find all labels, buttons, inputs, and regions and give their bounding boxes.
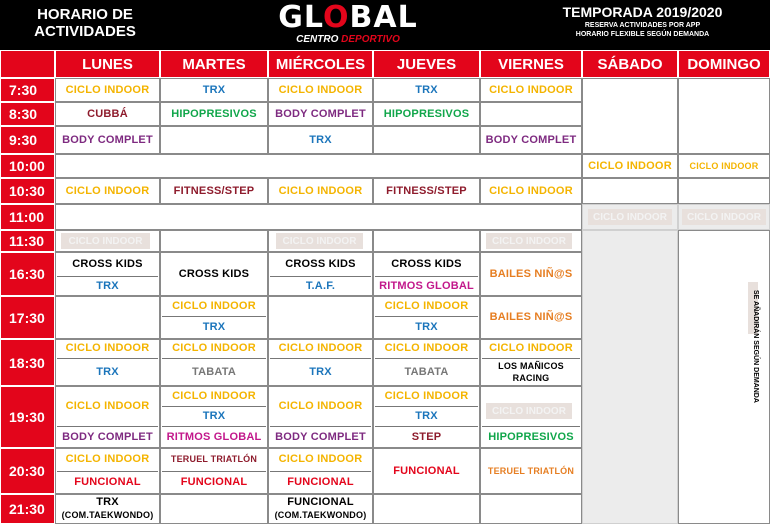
activity-bailes-ninos: BAILES NIÑ@S <box>489 311 573 323</box>
activity-body-complet: BODY COMPLET <box>275 430 366 443</box>
schedule-cell <box>678 178 770 204</box>
global-logo <box>268 2 428 45</box>
season-label: TEMPORADA 2019/2020 <box>562 4 723 20</box>
activity-hipopresivos: HIPOPRESIVOS <box>383 107 470 120</box>
time-slot-12: 20:30 <box>0 448 55 494</box>
logo-text-post: BAL <box>349 0 418 35</box>
activity-body-complet: BODY COMPLET <box>275 107 366 120</box>
schedule-cell <box>582 230 678 524</box>
activity-ciclo-indoor: CICLO INDOOR <box>65 342 150 354</box>
schedule-cell <box>373 494 480 524</box>
activity-ciclo-indoor-faded: CICLO INDOOR <box>588 209 672 225</box>
activity-cross-kids: CROSS KIDS <box>391 257 462 270</box>
logo-text-pre: GL <box>278 0 323 35</box>
activity-funcional: FUNCIONAL <box>287 476 354 488</box>
time-slot-10: 18:30 <box>0 339 55 386</box>
activity-trx: TRX <box>309 133 332 146</box>
activity-ciclo-indoor: CICLO INDOOR <box>278 342 363 354</box>
schedule-cell <box>373 126 480 154</box>
day-header-5: VIERNES <box>480 50 582 78</box>
activity-ritmos-global: RITMOS GLOBAL <box>379 279 474 292</box>
time-slot-5: 10:30 <box>0 178 55 204</box>
activity-trx: TRX <box>415 409 438 422</box>
activity-ciclo-indoor: CICLO INDOOR <box>278 453 363 465</box>
activity-ciclo-indoor: CICLO INDOOR <box>65 399 150 412</box>
schedule-cell <box>582 178 678 204</box>
activity-ciclo-indoor: CICLO INDOOR <box>278 399 363 412</box>
time-slot-2: 8:30 <box>0 102 55 126</box>
activity-step: STEP <box>411 430 442 443</box>
activity-com-taekwondo: (COM.TAEKWONDO) <box>274 510 367 520</box>
schedule-header <box>0 0 770 50</box>
activity-body-complet: BODY COMPLET <box>485 133 577 146</box>
day-header-4: JUEVES <box>373 50 480 78</box>
activity-ciclo-indoor-faded: CICLO INDOOR <box>682 209 766 225</box>
activity-ciclo-indoor-faded: CICLO INDOOR <box>276 233 363 249</box>
activity-racing: RACING <box>512 372 550 383</box>
activity-cubba: CUBBÁ <box>87 107 128 120</box>
activity-ciclo-indoor: CICLO INDOOR <box>172 299 256 312</box>
activity-trx: TRX <box>202 409 226 422</box>
day-header-7: DOMINGO <box>678 50 770 78</box>
activity-tabata: TABATA <box>404 365 449 378</box>
schedule-cell <box>55 296 160 339</box>
activity-ciclo-indoor: CICLO INDOOR <box>384 342 469 354</box>
activity-hipopresivos: HIPOPRESIVOS <box>171 107 257 120</box>
activity-ciclo-indoor: CICLO INDOOR <box>65 184 150 197</box>
activity-bailes-ninos: BAILES NIÑ@S <box>489 267 573 280</box>
activity-funcional: FUNCIONAL <box>393 464 460 477</box>
sunday-note <box>745 290 759 490</box>
activity-funcional: FUNCIONAL <box>287 495 354 508</box>
activity-body-complet: BODY COMPLET <box>62 430 153 443</box>
schedule-title-line2: ACTIVIDADES <box>34 23 136 40</box>
activity-ciclo-indoor: CICLO INDOOR <box>278 83 363 96</box>
activity-hipopresivos: HIPOPRESIVOS <box>488 430 574 443</box>
activity-fitness-step: FITNESS/STEP <box>386 184 467 197</box>
time-slot-7: 11:30 <box>0 230 55 252</box>
activity-ciclo-indoor: CICLO INDOOR <box>689 160 759 171</box>
schedule-grid <box>0 50 770 528</box>
activity-ciclo-indoor: CICLO INDOOR <box>172 342 256 354</box>
activity-ritmos-global: RITMOS GLOBAL <box>166 430 262 443</box>
activity-com-taekwondo: (COM.TAEKWONDO) <box>61 510 154 520</box>
sunday-note-text: SE AÑADIRÁN SEGÚN DEMANDA <box>752 290 759 403</box>
logo-subtitle <box>268 34 428 45</box>
schedule-cell <box>55 204 582 230</box>
activity-trx: TRX <box>96 365 119 378</box>
activity-trx: TRX <box>309 365 332 378</box>
logo-sub-a: CENTRO <box>296 34 342 45</box>
activity-ciclo-indoor: CICLO INDOOR <box>65 453 150 465</box>
corner-cell <box>0 50 55 78</box>
time-slot-8: 16:30 <box>0 252 55 296</box>
schedule-cell <box>373 230 480 252</box>
time-slot-6: 11:00 <box>0 204 55 230</box>
activity-funcional: FUNCIONAL <box>180 476 248 488</box>
time-slot-3: 9:30 <box>0 126 55 154</box>
time-slot-1: 7:30 <box>0 78 55 102</box>
schedule-cell <box>480 494 582 524</box>
activity-fitness-step: FITNESS/STEP <box>173 184 255 197</box>
activity-ciclo-indoor: CICLO INDOOR <box>278 184 363 197</box>
logo-text-o: O <box>322 0 350 35</box>
day-header-2: MARTES <box>160 50 268 78</box>
schedule-cell <box>268 296 373 339</box>
time-slot-11: 19:30 <box>0 386 55 448</box>
activity-trx: TRX <box>415 83 438 96</box>
activity-funcional: FUNCIONAL <box>74 476 141 488</box>
schedule-cell <box>160 494 268 524</box>
activity-ciclo-indoor-faded: CICLO INDOOR <box>61 233 150 249</box>
activity-ciclo-indoor: CICLO INDOOR <box>384 299 469 312</box>
activity-ciclo-indoor: CICLO INDOOR <box>384 389 469 402</box>
schedule-cell <box>678 78 770 154</box>
activity-teruel-triatlon: TERUEL TRIATLÓN <box>170 454 258 464</box>
schedule-cell <box>55 154 582 178</box>
activity-ciclo-indoor-faded: CICLO INDOOR <box>486 233 572 249</box>
time-slot-9: 17:30 <box>0 296 55 339</box>
activity-ciclo-indoor-faded: CICLO INDOOR <box>486 403 572 419</box>
schedule-cell <box>160 230 268 252</box>
activity-cross-kids: CROSS KIDS <box>285 257 356 270</box>
flexible-schedule-note: HORARIO FLEXIBLE SEGÚN DEMANDA <box>575 31 710 38</box>
schedule-cell <box>480 102 582 126</box>
activity-cross-kids: CROSS KIDS <box>178 267 250 280</box>
activity-los-manicos: LOS MAÑICOS <box>498 360 564 371</box>
logo-wordmark <box>268 2 428 34</box>
day-header-3: MIÉRCOLES <box>268 50 373 78</box>
activity-trx: TRX <box>415 321 438 333</box>
season-info <box>520 4 765 39</box>
activity-ciclo-indoor: CICLO INDOOR <box>489 184 573 197</box>
schedule-cell <box>582 78 678 154</box>
time-slot-13: 21:30 <box>0 494 55 524</box>
activity-taf: T.A.F. <box>305 279 336 292</box>
activity-ciclo-indoor: CICLO INDOOR <box>172 389 256 402</box>
activity-ciclo-indoor: CICLO INDOOR <box>489 83 573 96</box>
day-header-1: LUNES <box>55 50 160 78</box>
activity-body-complet: BODY COMPLET <box>62 133 153 146</box>
activity-tabata: TABATA <box>192 365 236 378</box>
app-booking-note: RESERVA ACTIVIDADES POR APP <box>584 22 701 29</box>
activity-ciclo-indoor: CICLO INDOOR <box>65 83 150 96</box>
activity-cross-kids: CROSS KIDS <box>72 257 143 270</box>
activity-ciclo-indoor: CICLO INDOOR <box>489 342 573 354</box>
schedule-title-line1: HORARIO DE <box>37 6 133 23</box>
logo-sub-b: DEPORTIVO <box>341 34 400 45</box>
schedule-title <box>10 6 160 40</box>
activity-trx: TRX <box>202 83 226 96</box>
activity-ciclo-indoor: CICLO INDOOR <box>588 159 672 172</box>
activity-teruel-triatlon: TERUEL TRIATLÓN <box>487 465 575 476</box>
day-header-6: SÁBADO <box>582 50 678 78</box>
time-slot-4: 10:00 <box>0 154 55 178</box>
activity-trx: TRX <box>96 279 119 292</box>
schedule-cell <box>160 126 268 154</box>
activity-trx: TRX <box>96 495 119 508</box>
activity-trx: TRX <box>202 321 226 333</box>
